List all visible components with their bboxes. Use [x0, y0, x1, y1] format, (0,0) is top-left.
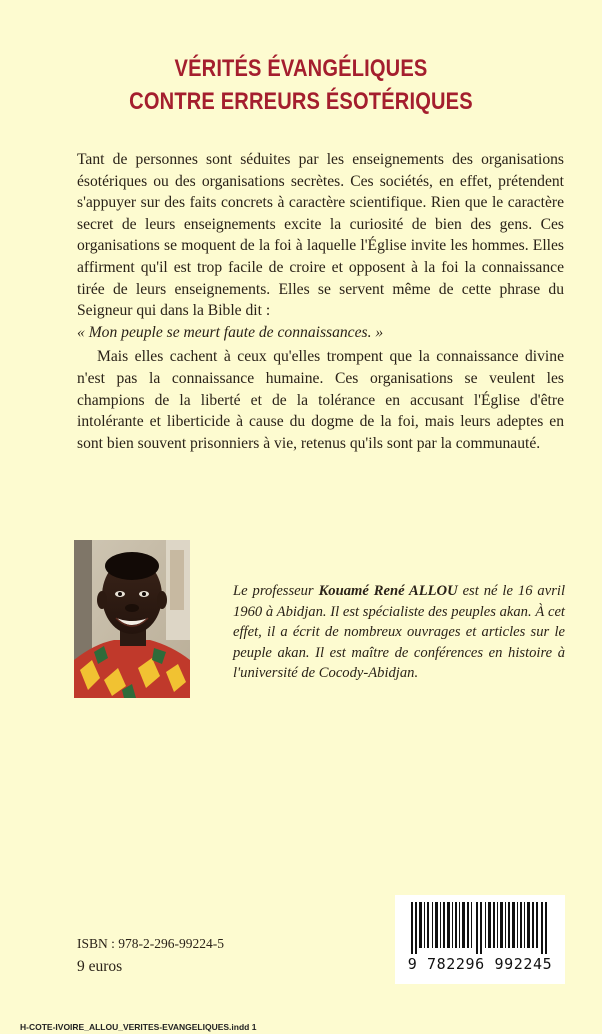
- blurb-paragraph-1-text: Tant de personnes sont séduites par les enseignements des organisations ésotériques ou des organisations secrètes. Ces sociétés, en effet, prétendent s'appuyer sur des faits concrets à caractère scientifique. Rien que le caractère secret de leurs enseignements excite la curiosité de bien des gens. Ces organisations se moquent de la foi à laquelle l'Église invite les hommes. Elles affirment qu'il est trop facile de croire et opposent à la foi la connaissance tirée de leurs enseignements. Elles se servent même de cette phrase du Seigneur qui dans la Bible dit :: [77, 151, 564, 320]
- blurb: [77, 149, 564, 454]
- author-bio: [233, 581, 565, 684]
- isbn: ISBN : 978-2-296-99224-5: [77, 936, 224, 951]
- print-slug: H-COTE-IVOIRE_ALLOU_VERITES-EVANGELIQUES.indd 1: [20, 1022, 257, 1032]
- blurb-paragraph-1: [77, 149, 564, 343]
- blurb-paragraph-2: Mais elles cachent à ceux qu'elles trompent que la connaissance divine n'est pas la connaissance humaine. Ces organisations se veulent les champions de la liberté et de la tolérance en accusant l'Église d'être intolérante et liberticide à cause du dogme de la foi, mais leurs adeptes en sont bien souvent prisonniers à vie, retenus qu'ils sont par la communauté.: [77, 348, 564, 452]
- price: 9 euros: [77, 958, 123, 975]
- author-portrait-image: [74, 540, 190, 698]
- title-line-2: CONTRE ERREURS ÉSOTÉRIQUES: [129, 88, 473, 115]
- bio-text: est né le 16 avril 1960 à Abidjan. Il est spécialiste des peuples akan. À cet effet, il a écrit de nombreux ouvrages et articles sur le peuple akan. Il est maître de conférences en histoire à l'université de Cocody-Abidjan.: [233, 583, 565, 681]
- author-name: Kouamé René ALLOU: [318, 583, 458, 599]
- bio-prefix: Le professeur: [233, 583, 319, 599]
- barcode-bars: [407, 902, 553, 954]
- bible-quote: « Mon peuple se meurt faute de connaissances. »: [77, 323, 384, 341]
- title-line-1: VÉRITÉS ÉVANGÉLIQUES: [174, 55, 428, 82]
- book-title: [54, 52, 548, 118]
- barcode-digits: 9 782296 992245: [407, 955, 553, 973]
- author-photo: [74, 540, 190, 698]
- barcode: [395, 895, 565, 984]
